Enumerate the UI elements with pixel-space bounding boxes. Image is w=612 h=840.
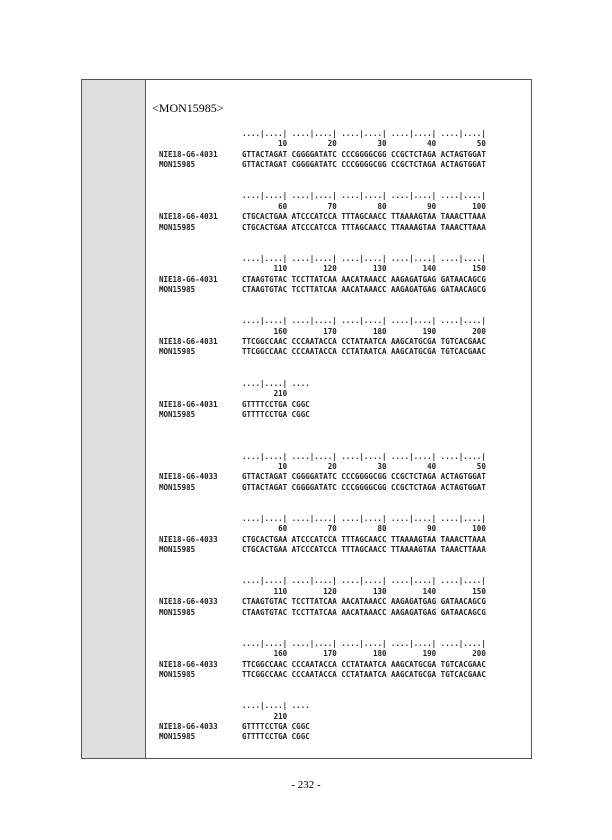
query-name: NIE18-G6-4033 (159, 722, 218, 731)
reference-name: MON15985 (159, 160, 196, 170)
reference-name: MON15985 (159, 409, 196, 419)
position-numbers: 110 120 130 140 150 (242, 586, 486, 596)
position-number-row (159, 327, 531, 337)
reference-name: MON15985 (159, 607, 196, 617)
row-spacer (159, 254, 242, 264)
position-numbers: 110 120 130 140 150 (242, 264, 486, 274)
position-ruler: ....|....| .... (242, 701, 310, 711)
reference-sequence: TTCGGCCAAC CCCAATACCA CCTATAATCA AAGCATGCGA TGTCACGAAC (242, 347, 486, 357)
alignment-block (159, 701, 531, 743)
reference-name: MON15985 (159, 347, 196, 357)
query-sequence: GTTTTCCTGA CGGC (242, 722, 310, 731)
position-ruler: ....|....| ....|....| ....|....| ....|....| ....|....| (242, 451, 486, 461)
table-frame (81, 79, 532, 759)
alignment-block (159, 452, 531, 494)
row-spacer (159, 139, 242, 149)
position-ruler: ....|....| ....|....| ....|....| ....|....| ....|....| (242, 129, 486, 138)
position-number-row (159, 264, 531, 274)
query-sequence-row (159, 597, 531, 607)
query-sequence: TTCGGCCAAC CCCAATACCA CCTATAATCA AAGCATGCGA TGTCACGAAC (242, 337, 486, 347)
query-name: NIE18-G6-4031 (159, 337, 218, 347)
position-number-row (159, 524, 531, 534)
position-numbers: 210 (242, 389, 288, 399)
query-sequence: CTAAGTGTAC TCCTTATCAA AACATAAACC AAGAGATGAG GATAACAGCG (242, 274, 486, 284)
reference-sequence: CTAAGTGTAC TCCTTATCAA AACATAAACC AAGAGATGAG GATAACAGCG (242, 607, 486, 617)
reference-sequence-row (159, 732, 531, 742)
position-ruler: ....|....| ....|....| ....|....| ....|....| ....|....| (242, 253, 486, 263)
position-number-row (159, 712, 531, 722)
reference-name: MON15985 (159, 669, 196, 679)
row-spacer (159, 576, 242, 586)
query-sequence-row (159, 472, 531, 482)
ruler-row (159, 701, 531, 711)
ruler-row (159, 191, 531, 201)
reference-sequence: GTTTTCCTGA CGGC (242, 732, 310, 742)
position-number-row (159, 389, 531, 399)
query-sequence-row (159, 275, 531, 285)
position-numbers: 10 20 30 40 50 (242, 461, 486, 471)
reference-name: MON15985 (159, 732, 196, 742)
row-spacer (159, 327, 242, 337)
alignment-block (159, 254, 531, 296)
row-spacer (159, 701, 242, 711)
position-ruler: ....|....| ....|....| ....|....| ....|....| ....|....| (242, 316, 486, 326)
reference-sequence: CTGCACTGAA ATCCCATCCA TTTAGCAACC TTAAAAGTAA TAAACTTAAA (242, 545, 486, 555)
alignment-block (159, 514, 531, 556)
query-sequence-row (159, 400, 531, 410)
position-ruler: ....|....| ....|....| ....|....| ....|....| ....|....| (242, 191, 486, 201)
ruler-row (159, 129, 531, 139)
alignment-block (159, 129, 531, 171)
position-numbers: 60 70 80 90 100 (242, 201, 486, 211)
label-column (82, 80, 146, 758)
query-sequence-row (159, 150, 531, 160)
reference-sequence-row (159, 608, 531, 618)
row-spacer (159, 712, 242, 722)
ruler-row (159, 379, 531, 389)
reference-sequence-row (159, 160, 531, 170)
query-name: NIE18-G6-4033 (159, 534, 218, 544)
reference-sequence-row (159, 670, 531, 680)
sequence-heading: <MON15985> (152, 101, 224, 115)
reference-sequence: TTCGGCCAAC CCCAATACCA CCTATAATCA AAGCATGCGA TGTCACGAAC (242, 669, 486, 679)
ruler-row (159, 639, 531, 649)
row-spacer (159, 316, 242, 326)
position-ruler: ....|....| ....|....| ....|....| ....|....| ....|....| (242, 513, 486, 523)
reference-name: MON15985 (159, 285, 196, 295)
reference-sequence-row (159, 347, 531, 357)
position-ruler: ....|....| ....|....| ....|....| ....|....| ....|....| (242, 576, 486, 586)
position-numbers: 160 170 180 190 200 (242, 649, 486, 659)
reference-name: MON15985 (159, 222, 196, 232)
alignment-block (159, 379, 531, 421)
query-sequence: CTGCACTGAA ATCCCATCCA TTTAGCAACC TTAAAAGTAA TAAACTTAAA (242, 534, 486, 544)
position-number-row (159, 587, 531, 597)
row-spacer (159, 514, 242, 524)
content-column (146, 80, 531, 758)
query-sequence: CTAAGTGTAC TCCTTATCAA AACATAAACC AAGAGATGAG GATAACAGCG (242, 597, 486, 607)
query-sequence: GTTACTAGAT CGGGGATATC CCCGGGGCGG CCGCTCTAGA ACTAGTGGAT (242, 149, 486, 159)
row-spacer (159, 379, 242, 389)
query-name: NIE18-G6-4033 (159, 472, 218, 482)
ruler-row (159, 452, 531, 462)
query-name: NIE18-G6-4031 (159, 399, 218, 409)
alignment-block (159, 639, 531, 681)
row-spacer (159, 649, 242, 659)
reference-sequence-row (159, 285, 531, 295)
ruler-row (159, 514, 531, 524)
reference-sequence: CTAAGTGTAC TCCTTATCAA AACATAAACC AAGAGATGAG GATAACAGCG (242, 285, 486, 295)
query-sequence: TTCGGCCAAC CCCAATACCA CCTATAATCA AAGCATGCGA TGTCACGAAC (242, 659, 486, 669)
row-spacer (159, 129, 242, 139)
query-name: NIE18-G6-4031 (159, 212, 218, 222)
query-sequence: CTGCACTGAA ATCCCATCCA TTTAGCAACC TTAAAAGTAA TAAACTTAAA (242, 212, 486, 222)
query-name: NIE18-G6-4031 (159, 149, 218, 159)
alignment-area (159, 129, 531, 764)
position-numbers: 210 (242, 711, 288, 721)
position-ruler: ....|....| .... (242, 378, 310, 388)
reference-sequence-row (159, 410, 531, 420)
query-sequence: GTTACTAGAT CGGGGATATC CCCGGGGCGG CCGCTCTAGA ACTAGTGGAT (242, 472, 486, 482)
page-number: - 232 - (291, 779, 321, 791)
position-number-row (159, 649, 531, 659)
reference-sequence: GTTTTCCTGA CGGC (242, 409, 310, 419)
reference-sequence-row (159, 483, 531, 493)
position-numbers: 10 20 30 40 50 (242, 139, 486, 149)
ruler-row (159, 576, 531, 586)
reference-name: MON15985 (159, 482, 196, 492)
alignment-block (159, 576, 531, 618)
row-spacer (159, 202, 242, 212)
position-numbers: 160 170 180 190 200 (242, 326, 486, 336)
row-spacer (159, 452, 242, 462)
row-spacer (159, 639, 242, 649)
reference-sequence: GTTACTAGAT CGGGGATATC CCCGGGGCGG CCGCTCTAGA ACTAGTGGAT (242, 160, 486, 170)
row-spacer (159, 389, 242, 399)
position-number-row (159, 462, 531, 472)
position-number-row (159, 202, 531, 212)
reference-sequence-row (159, 223, 531, 233)
row-spacer (159, 462, 242, 472)
query-name: NIE18-G6-4033 (159, 597, 218, 607)
position-number-row (159, 139, 531, 149)
position-numbers: 60 70 80 90 100 (242, 524, 486, 534)
query-sequence-row (159, 722, 531, 732)
ruler-row (159, 316, 531, 326)
reference-sequence-row (159, 545, 531, 555)
query-name: NIE18-G6-4031 (159, 274, 218, 284)
query-sequence-row (159, 535, 531, 545)
row-spacer (159, 587, 242, 597)
query-sequence-row (159, 212, 531, 222)
query-sequence-row (159, 660, 531, 670)
position-ruler: ....|....| ....|....| ....|....| ....|....| ....|....| (242, 638, 486, 648)
query-name: NIE18-G6-4033 (159, 659, 218, 669)
alignment-block (159, 191, 531, 233)
alignment-block (159, 316, 531, 358)
reference-sequence: CTGCACTGAA ATCCCATCCA TTTAGCAACC TTAAAAGTAA TAAACTTAAA (242, 222, 486, 232)
row-spacer (159, 191, 242, 201)
reference-name: MON15985 (159, 545, 196, 555)
row-spacer (159, 264, 242, 274)
query-sequence: GTTTTCCTGA CGGC (242, 399, 310, 409)
query-sequence-row (159, 337, 531, 347)
ruler-row (159, 254, 531, 264)
row-spacer (159, 524, 242, 534)
reference-sequence: GTTACTAGAT CGGGGATATC CCCGGGGCGG CCGCTCTAGA ACTAGTGGAT (242, 482, 486, 492)
